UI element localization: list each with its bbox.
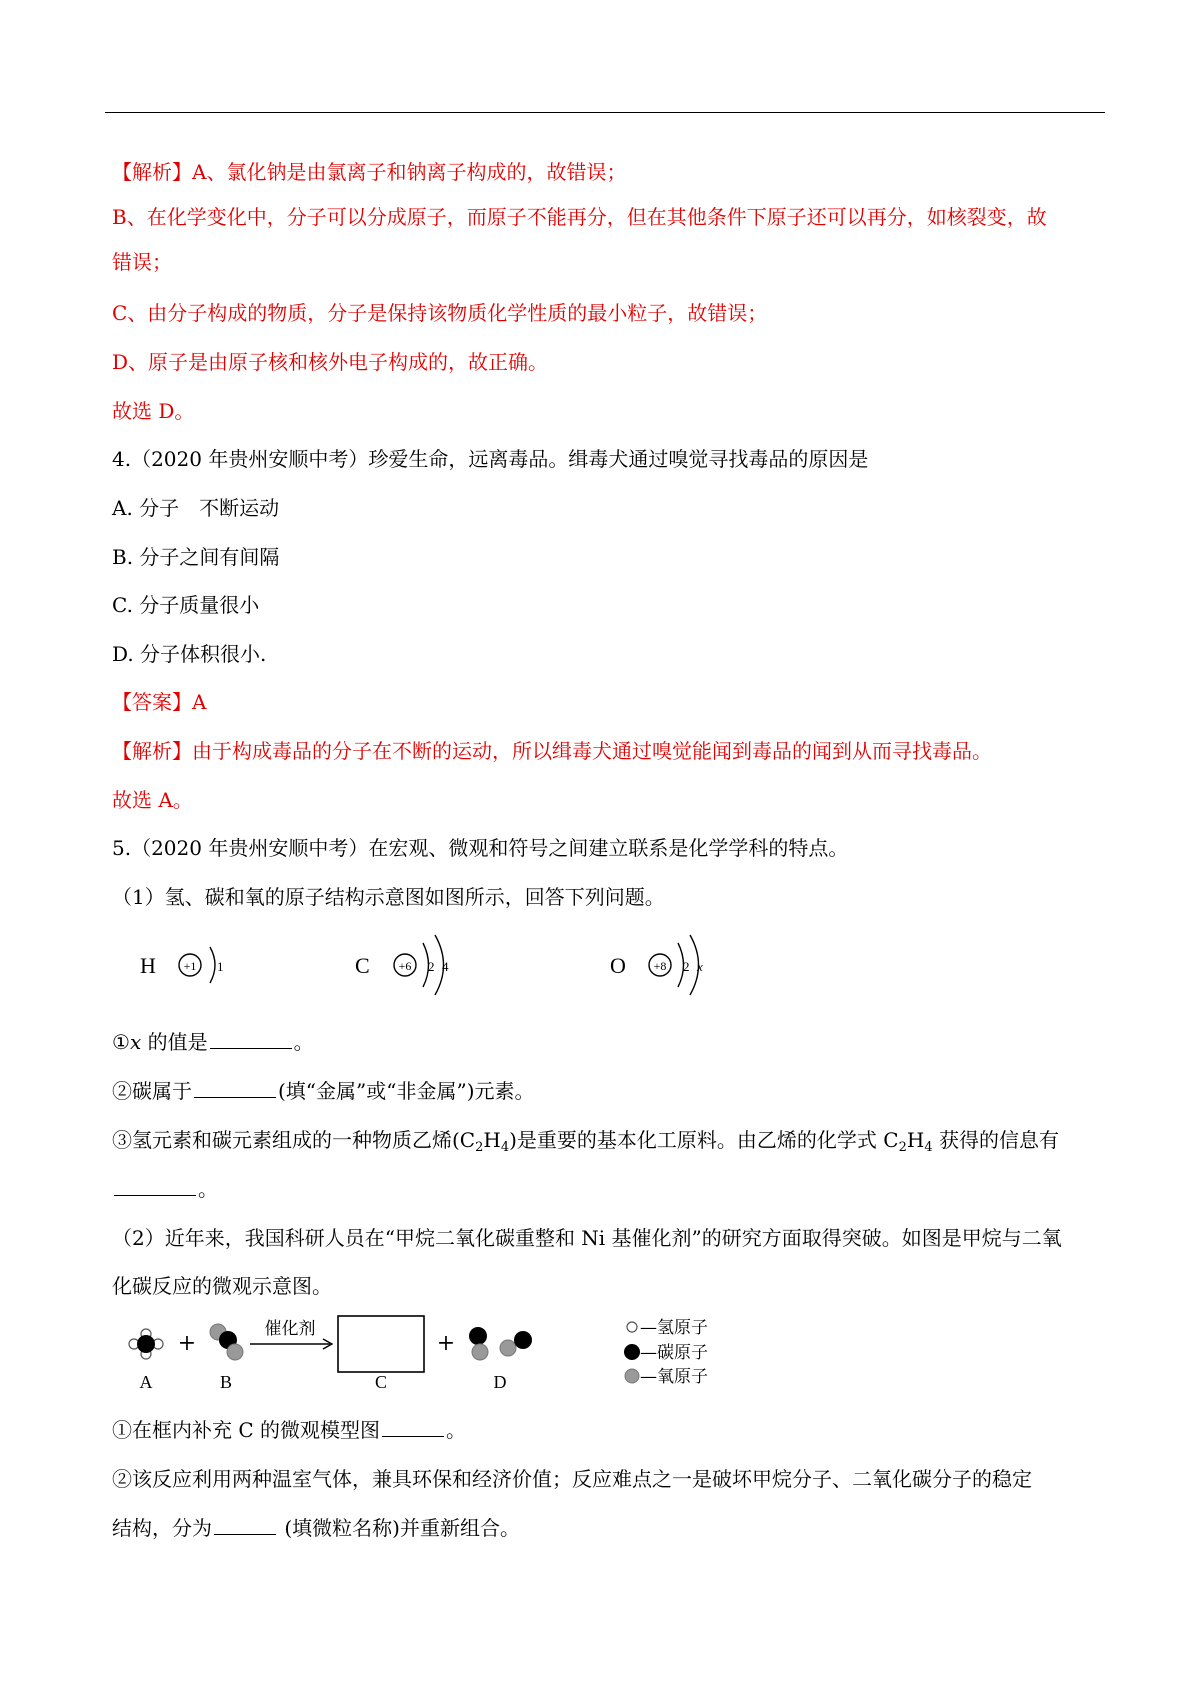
- nucleus-charge: +6: [398, 959, 412, 973]
- header-rule: [105, 112, 1105, 113]
- answer-blank[interactable]: [214, 1516, 276, 1535]
- q4-option-c: C. 分子质量很小: [112, 593, 260, 617]
- q3-explain-b2: 错误；: [112, 250, 172, 274]
- oxygen-legend-icon: [625, 1369, 639, 1383]
- plus-sign: +: [177, 1331, 197, 1356]
- label-c: C: [374, 1372, 388, 1392]
- answer-blank[interactable]: [210, 1030, 292, 1049]
- shell-electrons: x: [697, 959, 703, 974]
- carbon-legend-icon: [624, 1344, 640, 1360]
- nucleus-charge: +8: [653, 959, 667, 973]
- q5-sub3-blank: 。: [112, 1175, 218, 1203]
- q3-choice: 故选 D。: [112, 399, 195, 423]
- molecule-d: [469, 1327, 532, 1360]
- shell-electrons: 4: [442, 959, 449, 974]
- shell-electrons: 1: [217, 959, 224, 974]
- atom-symbol: H: [140, 953, 156, 978]
- atom-symbol: C: [355, 953, 370, 978]
- q3-explain-d: D、原子是由原子核和核外电子构成的，故正确。: [112, 350, 549, 374]
- plus-sign: +: [436, 1331, 456, 1356]
- q3-explain-a: 【解析】A、氯化钠是由氯离子和钠离子构成的，故错误；: [112, 160, 627, 184]
- product-c-box[interactable]: [338, 1316, 424, 1372]
- answer-blank[interactable]: [194, 1079, 276, 1098]
- catalyst-label: 催化剂: [264, 1319, 316, 1339]
- nucleus-charge: +1: [183, 959, 197, 973]
- q5-part2-sub2a: ②该反应利用两种温室气体，兼具环保和经济价值；反应难点之一是破坏甲烷分子、二氧化碳分子的稳定: [112, 1467, 1032, 1491]
- q4-stem: 4.（2020 年贵州安顺中考）珍爱生命，远离毒品。缉毒犬通过嗅觉寻找毒品的原因是: [112, 447, 869, 471]
- q5-sub2: ②碳属于 (填“金属”或“非金属”)元素。: [112, 1079, 535, 1103]
- q5-part2a: （2）近年来，我国科研人员在“甲烷二氧化碳重整和 Ni 基催化剂”的研究方面取得突破。如图是甲烷与二氧: [112, 1226, 1062, 1250]
- q4-option-a: A. 分子 不断运动: [112, 496, 280, 520]
- molecule-a: [129, 1329, 163, 1359]
- atom-structure-figure: [130, 925, 750, 1005]
- reaction-diagram: [120, 1310, 770, 1395]
- q4-explain: 【解析】由于构成毒品的分子在不断的运动，所以缉毒犬通过嗅觉能闻到毒品的闻到从而寻找毒品。: [112, 739, 992, 763]
- shell-electrons: 2: [683, 959, 690, 974]
- q5-sub1: ①x 的值是 。: [112, 1030, 314, 1054]
- q5-part2b: 化碳反应的微观示意图。: [112, 1274, 332, 1298]
- hydrogen-legend-icon: [627, 1322, 637, 1332]
- legend-hydrogen: —氢原子: [640, 1318, 708, 1338]
- q4-answer: 【答案】A: [112, 690, 207, 714]
- legend-carbon: —碳原子: [640, 1343, 708, 1363]
- answer-blank[interactable]: [382, 1418, 444, 1437]
- q5-stem: 5.（2020 年贵州安顺中考）在宏观、微观和符号之间建立联系是化学学科的特点。: [112, 836, 849, 860]
- electron-shell: [210, 947, 215, 983]
- q3-explain-c: C、由分子构成的物质，分子是保持该物质化学性质的最小粒子，故错误；: [112, 301, 768, 325]
- q5-part2-sub2b: 结构，分为 (填微粒名称)并重新组合。: [112, 1516, 520, 1540]
- answer-blank[interactable]: [114, 1177, 196, 1196]
- legend-oxygen: —氧原子: [640, 1367, 708, 1387]
- q4-choice: 故选 A。: [112, 788, 193, 812]
- label-d: D: [493, 1372, 507, 1392]
- q4-option-b: B. 分子之间有间隔: [112, 545, 280, 569]
- q5-part2-sub1: ①在框内补充 C 的微观模型图 。: [112, 1418, 467, 1442]
- label-b: B: [219, 1372, 233, 1392]
- q5-part1: （1）氢、碳和氧的原子结构示意图如图所示，回答下列问题。: [112, 885, 665, 909]
- q4-option-d: D. 分子体积很小.: [112, 642, 267, 666]
- label-a: A: [139, 1372, 153, 1392]
- atom-symbol: O: [610, 953, 626, 978]
- molecule-b: [210, 1324, 243, 1360]
- shell-electrons: 2: [428, 959, 435, 974]
- q5-sub3: ③氢元素和碳元素组成的一种物质乙烯$(C_2H_4)$是重要的基本化工原料。由乙烯的化学式 $C_2H_4$ 获得的信息有: [112, 1128, 1059, 1155]
- q3-explain-b1: B、在化学变化中，分子可以分成原子，而原子不能再分，但在其他条件下原子还可以再分，如核裂变，故: [112, 205, 1047, 229]
